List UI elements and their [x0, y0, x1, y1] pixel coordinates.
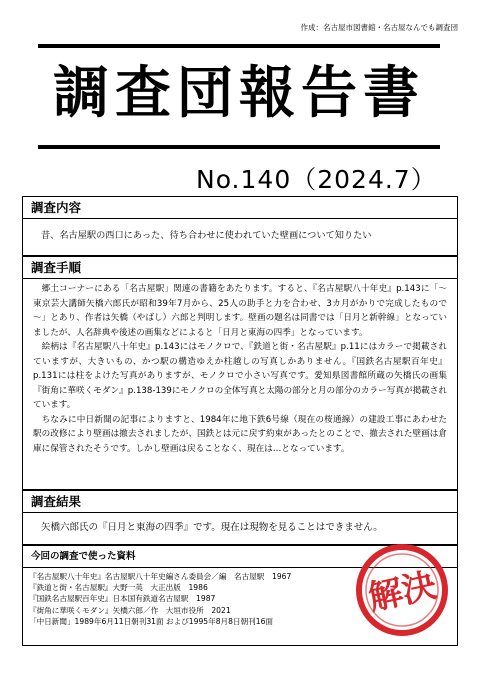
section-heading: 調査結果 [23, 491, 457, 513]
stamp-text: 解決 [365, 565, 440, 619]
section-text: 矢橋六郎氏の『日月と東海の四季』です。現在は現物を見ることはできません。 [41, 522, 383, 533]
resolved-stamp [354, 542, 450, 638]
section-heading: 今回の調査で使った資料 [23, 546, 457, 568]
section-text: 昔、名古屋駅の西口にあった、待ち合わせに使われていた壁画について知りたい [41, 230, 372, 241]
section-content [22, 196, 458, 256]
bottom-rule [38, 145, 440, 149]
issue-number: No.140（2024.7） [196, 165, 437, 194]
list-item: 『鉄道と街・名古屋駅』大野一英 大正出版 1986 [29, 583, 208, 593]
section-body [23, 279, 457, 460]
section-method [22, 256, 458, 490]
section-heading: 調査内容 [23, 197, 457, 219]
paragraph: 郷土コーナーにある「名古屋駅」関連の書籍をあたります。すると、『名古屋駅八十年史』p.143に「～東京芸大講師矢橋六郎氏が昭和39年7月から、25人の助手と力を合わせ、3カ月がかりで完成したもので～」とあり、作者は矢橋（やばし）六郎と判明します。壁画の題名は同書では「日月と新幹線」となっていましたが、人名辞典や後述の画集などによると「日月と東海の四季」となっています。 [33, 284, 447, 338]
section-result [22, 490, 458, 545]
section-heading: 調査手順 [23, 257, 457, 279]
report-title: 調査団報告書 [53, 61, 425, 126]
paragraph: ちなみに中日新聞の記事によりますと、1984年に地下鉄6号線（現在の桜通線）の建設工事にあわせた駅の改修により壁画は撤去されましたが、国鉄とは元に戻す約束があったとのことで、撤去された壁画は倉庫に保管されたそうです。しかし壁画は戻ることなく、現在は…となっています。 [33, 414, 447, 454]
list-item: 『国鉄名古屋駅百年史』日本国有鉄道名古屋駅 1987 [29, 594, 216, 604]
list-item: 『名古屋駅八十年史』名古屋駅八十年史編さん委員会／編 名古屋駅 1967 [29, 572, 292, 581]
paragraph: 絵柄は『名古屋駅八十年史』p.143にはモノクロで、『鉄道と街・名古屋駅』p.11にはカラーで掲載されていますが、大きいもの、かつ駅の構造ゆえか柱越しの写真しかありません。『国鉄名古屋駅百年史』p.131には柱をよけた写真がありますが、モノクロで小さい写真です。愛知県図書館所蔵の矢橋氏の画集『街角に華咲くモダン』p.138-139にモノクロの全体写真と太陽の部分と月の部分のカラー写真が掲載されています。 [33, 342, 447, 410]
top-rule [38, 44, 440, 48]
list-item: 「中日新聞」1989年6月11日朝刊31面 および1995年8月8日朝刊16面 [29, 616, 274, 626]
list-item: 『街角に華咲くモダン』矢橋六郎／作 大垣市役所 2021 [29, 605, 231, 615]
author-credit: 作成：名古屋市図書館・名古屋なんでも調査団 [300, 23, 458, 32]
